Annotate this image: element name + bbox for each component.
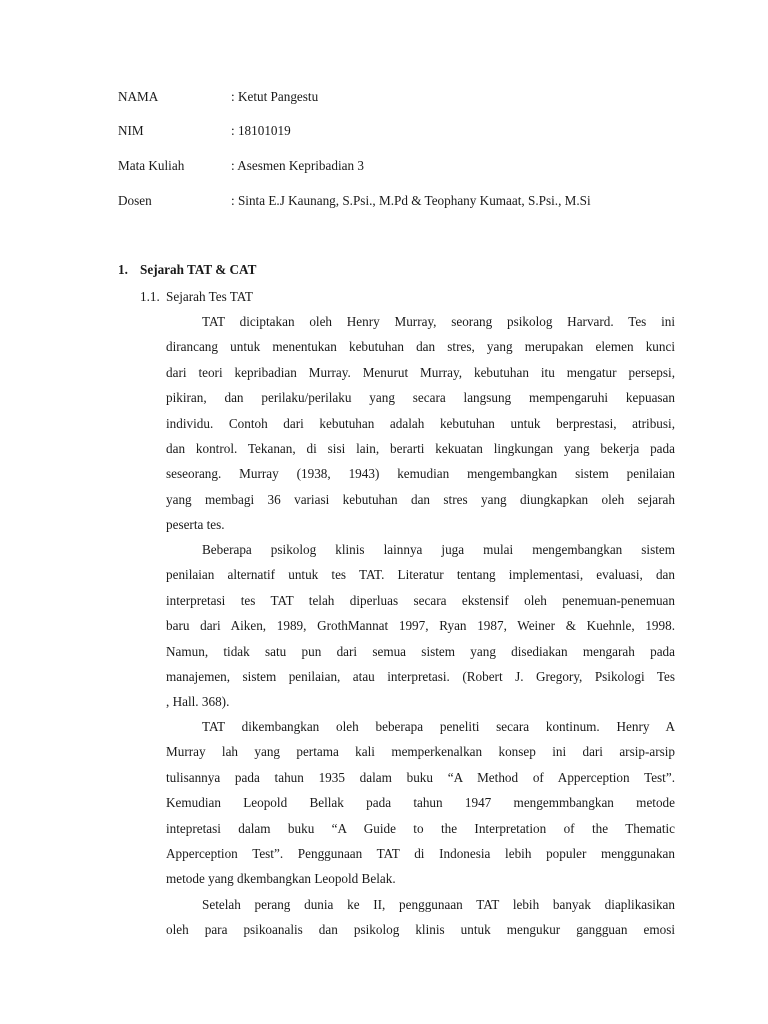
paragraph-line: seseorang. Murray (1938, 1943) kemudian mengembangkan sistem penilaian [166, 466, 675, 482]
paragraph-line: , Hall. 368). [166, 694, 230, 710]
paragraph-line: manajemen, sistem penilaian, atau interpretasi. (Robert J. Gregory, Psikologi Tes [166, 668, 675, 684]
info-value: : Asesmen Kepribadian 3 [231, 158, 364, 173]
info-value: : 18101019 [231, 123, 291, 138]
paragraph-1 [166, 309, 675, 538]
paragraph-line: intepretasi dalam buku “A Guide to the Interpretation of the Thematic [166, 820, 675, 836]
paragraph-line: baru dari Aiken, 1989, GrothMannat 1997, Ryan 1987, Weiner & Kuehnle, 1998. [166, 618, 675, 634]
paragraph-line: dirancang untuk menentukan kebutuhan dan stres, yang merupakan elemen kunci [166, 339, 675, 355]
paragraph-line: Murray lah yang pertama kali memperkenalkan konsep ini dari arsip-arsip [166, 744, 675, 760]
paragraph-2 [166, 537, 675, 715]
paragraph-line: tulisannya pada tahun 1935 dalam buku “A Method of Apperception Test”. [166, 769, 675, 785]
paragraph-line: Beberapa psikolog klinis lainnya juga mulai mengembangkan sistem [202, 542, 675, 557]
paragraph-line: Kemudian Leopold Bellak pada tahun 1947 mengemmbangkan metode [166, 795, 675, 811]
section-number: 1. [118, 262, 128, 277]
subsection-title: Sejarah Tes TAT [166, 289, 253, 304]
subsection-number: 1.1. [140, 289, 160, 304]
paragraph-line: penilaian alternatif untuk tes TAT. Literatur tentang implementasi, evaluasi, dan [166, 567, 675, 583]
paragraph-line: dan kontrol. Tekanan, di sisi lain, berarti kekuatan lingkungan yang bekerja pada [166, 440, 675, 456]
paragraph-line: individu. Contoh dari kebutuhan adalah kebutuhan untuk berprestasi, atribusi, [166, 415, 675, 431]
paragraph-line: oleh para psikoanalis dan psikolog klinis untuk mengukur gangguan emosi [166, 922, 675, 938]
paragraph-line: Apperception Test”. Penggunaan TAT di Indonesia lebih populer menggunakan [166, 845, 675, 861]
paragraph-line: Namun, tidak satu pun dari semua sistem yang disediakan mengarah pada [166, 643, 675, 659]
paragraph-4 [166, 892, 675, 943]
paragraph-line: Setelah perang dunia ke II, penggunaan TAT lebih banyak diaplikasikan [202, 897, 675, 912]
paragraph-3 [166, 714, 675, 892]
paragraph-line: TAT diciptakan oleh Henry Murray, seorang psikolog Harvard. Tes ini [202, 314, 675, 329]
section-title: Sejarah TAT & CAT [140, 262, 257, 277]
paragraph-line: interpretasi tes TAT telah diperluas secara ekstensif oleh penemuan-penemuan [166, 592, 675, 608]
info-label: NIM [118, 123, 144, 138]
info-label: Dosen [118, 193, 152, 208]
paragraph-line: metode yang dkembangkan Leopold Belak. [166, 871, 396, 887]
info-label: NAMA [118, 89, 159, 104]
paragraph-line: TAT dikembangkan oleh beberapa peneliti secara kontinum. Henry A [202, 719, 675, 734]
info-value: : Ketut Pangestu [231, 89, 319, 104]
paragraph-line: dari teori kepribadian Murray. Menurut Murray, kebutuhan itu mengatur persepsi, [166, 364, 675, 380]
info-value: : Sinta E.J Kaunang, S.Psi., M.Pd & Teophany Kumaat, S.Psi., M.Si [231, 193, 591, 208]
paragraph-line: peserta tes. [166, 517, 225, 533]
info-label: Mata Kuliah [118, 158, 185, 173]
paragraph-line: yang membagi 36 variasi kebutuhan dan stres yang diungkapkan oleh sejarah [166, 491, 675, 507]
paragraph-line: pikiran, dan perilaku/perilaku yang secara langsung mempengaruhi kepuasan [166, 390, 675, 406]
